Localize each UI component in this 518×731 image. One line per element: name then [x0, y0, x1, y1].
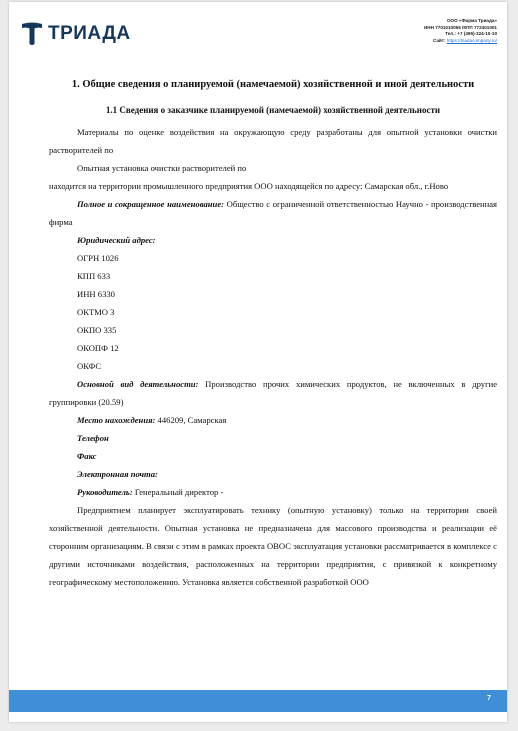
section-heading-1: 1. Общие сведения о планируемой (намечаемой) хозяйственной и иной деятельности — [71, 79, 475, 90]
location-label: Место нахождения: — [77, 415, 156, 425]
activity-value: Производство прочих химических продуктов, не включенных в другие группировки (20.59) — [49, 379, 498, 407]
code-inn: ИНН 6330 — [77, 289, 115, 299]
code-oktmo: ОКТМО 3 — [77, 307, 115, 317]
director-label: Руководитель: — [77, 487, 133, 497]
paragraph-location: находится на территории промышленного предприятия ООО находящейся по адресу: Самарская обл., г.Ново — [49, 181, 449, 191]
paragraph-installation: Опытная установка очистки растворителей по — [77, 163, 247, 173]
page-header — [9, 2, 507, 62]
code-okfs: ОКФС — [77, 361, 102, 371]
full-name-value: Общество с ограниченной ответственностью Научно - производственная фирма — [49, 199, 497, 227]
activity-row — [49, 375, 497, 411]
site-link[interactable]: https://triadacompany.ru/ — [446, 37, 497, 43]
legal-address-row — [49, 231, 497, 249]
code-kpp: КПП 633 — [77, 271, 111, 281]
full-name-label: Полное и сокращенное наименование: — [77, 199, 225, 209]
page-number: 7 — [487, 695, 491, 702]
paragraph-intro: Материалы по оценке воздействия на окружающую среду разработаны для опытной установки очистки растворителей по — [49, 127, 497, 155]
location-value: 446209, Самарская — [157, 415, 227, 425]
page-content — [49, 78, 497, 591]
page-footer-bar — [9, 690, 507, 712]
code-ogrn: ОГРН 1026 — [77, 253, 119, 263]
full-name-row — [49, 195, 497, 231]
activity-label: Основной вид деятельности: — [77, 379, 199, 389]
location-row — [49, 411, 497, 429]
section-heading-1-1: 1.1 Сведения о заказчике планируемой (намечаемой) хозяйственной деятельности — [105, 105, 441, 115]
company-phone: Тел.: +7 (495)-324-10-10 — [445, 31, 497, 37]
phone-label: Телефон — [77, 433, 109, 443]
document-page — [9, 2, 507, 722]
paragraph-operation: Предприятием планирует эксплуатировать технику (опытную установку) только на территории своей хозяйственной деятельности. Опытная установка не предназначена для массового производства и реализации её сторонним организациям. В связи с этим в рамках проекта ОВОС эксплуатация установки рассматривается в комплексе с другими источниками воздействия, расположенных на территории предприятия, с привязкой к конкретному географическому местоположению. Установка является собственной разработкой ООО — [49, 505, 497, 587]
director-value: Генеральный директор - — [134, 487, 224, 497]
site-label: Сайт: — [432, 37, 446, 43]
company-site — [424, 38, 497, 45]
company-name: ООО «Фирма Триада» — [446, 18, 497, 23]
triada-logo-icon — [21, 22, 43, 46]
email-row — [49, 465, 497, 483]
director-row — [49, 483, 497, 501]
code-okopf: ОКОПФ 12 — [77, 343, 119, 353]
fax-label: Факс — [77, 451, 97, 461]
company-info — [424, 18, 497, 44]
phone-row — [49, 429, 497, 447]
email-label: Электронная почта: — [77, 469, 158, 479]
legal-address-label: Юридический адрес: — [77, 235, 156, 245]
code-okpo: ОКПО 335 — [77, 325, 117, 335]
company-inn-kpp: ИНН 7701010056 /КПП 772401001 — [424, 24, 497, 30]
logo-text: ТРИАДА — [48, 23, 131, 44]
fax-row — [49, 447, 497, 465]
company-logo — [21, 22, 131, 46]
